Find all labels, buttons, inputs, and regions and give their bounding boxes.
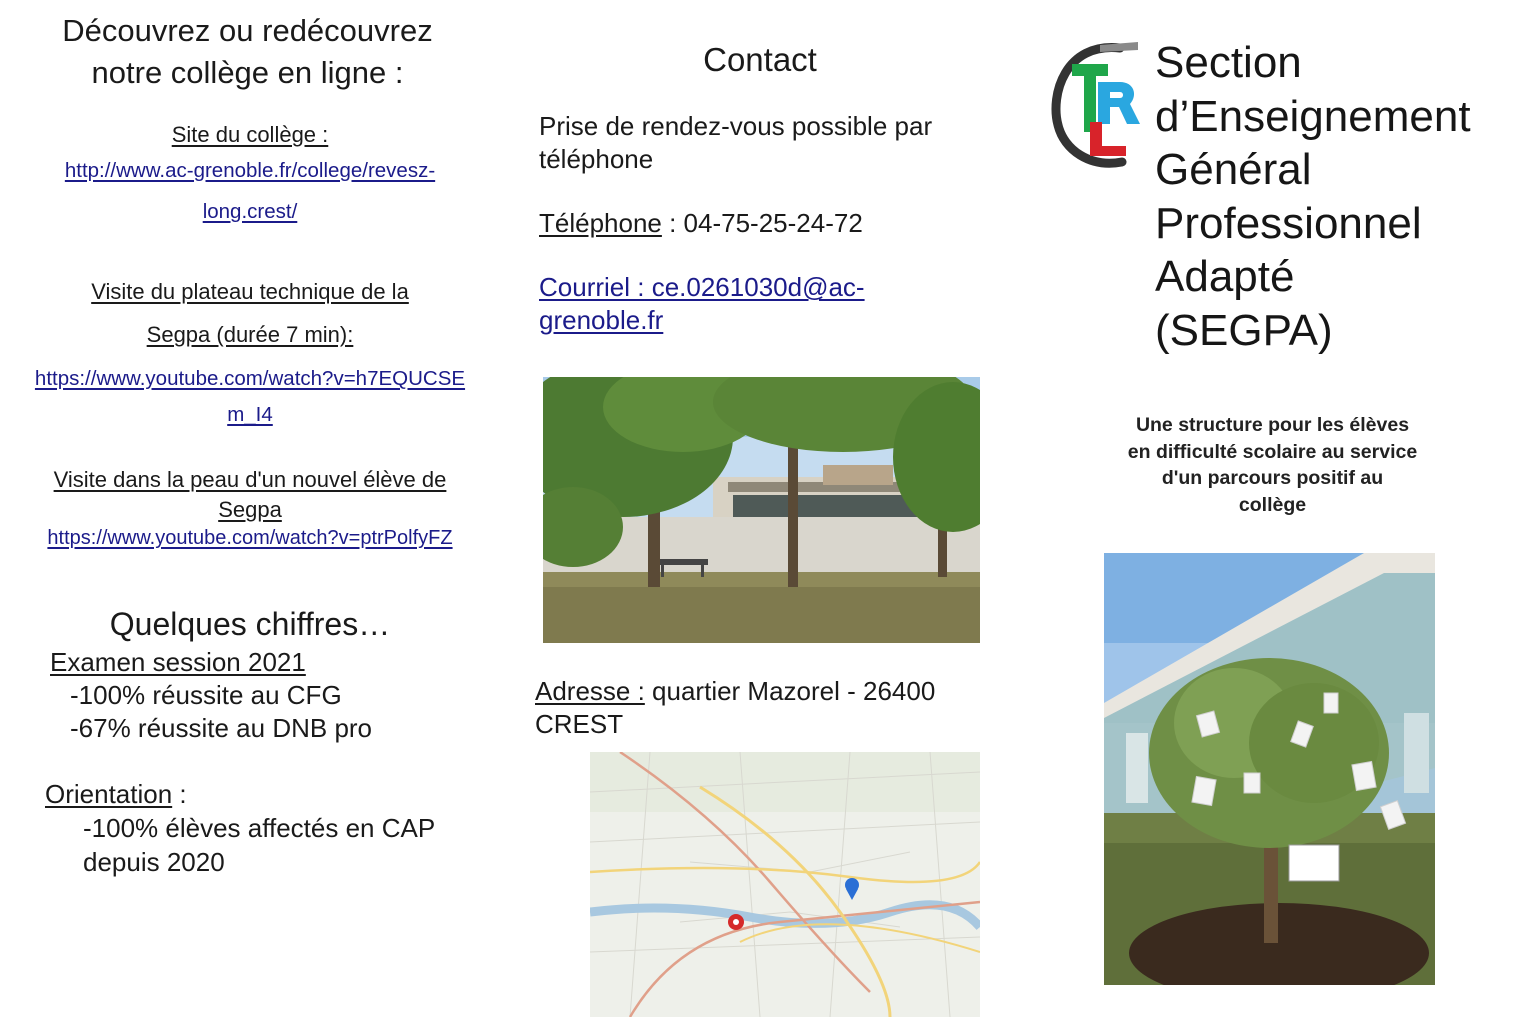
peau-label-line-1: Visite dans la peau d'un nouvel élève de [53, 467, 447, 492]
plateau-label-line-2: Segpa (durée 7 min): [146, 322, 354, 347]
site-block [10, 116, 490, 236]
address-value: quartier Mazorel - 26400 [644, 676, 936, 706]
peau-label-line-2: Segpa [218, 497, 282, 522]
orientation-line: depuis 2020 [83, 847, 225, 877]
plateau-url-line-2[interactable]: m_I4 [227, 403, 273, 426]
exam-item: -100% réussite au CFG [70, 680, 342, 710]
site-label: Site du collège : [171, 122, 329, 147]
email-label: Courriel : [539, 272, 645, 302]
contact-title: Contact [703, 41, 817, 78]
location-map [590, 752, 980, 1017]
segpa-title: Section d’Enseignement Général Professionnel Adapté (SEGPA) [1155, 38, 1471, 355]
college-logo [1050, 40, 1150, 170]
rdv-text: Prise de rendez-vous possible par téléphone [539, 111, 933, 174]
stats-title: Quelques chiffres… [109, 606, 391, 642]
plateau-block [10, 270, 490, 429]
orientation-line: -100% élèves affectés en CAP [83, 813, 436, 843]
exam-item: -67% réussite au DNB pro [70, 713, 373, 743]
phone-label: Téléphone [539, 208, 662, 238]
exam-heading: Examen session 2021 [50, 647, 306, 677]
phone-value: : 04-75-25-24-72 [661, 208, 863, 238]
email-link-line-2[interactable]: grenoble.fr [539, 305, 664, 335]
map-pin-red-icon [728, 914, 744, 930]
address-block [535, 675, 935, 741]
school-photo [543, 377, 980, 643]
email-link-line-1[interactable]: ce.0261030d@ac- [644, 272, 865, 302]
phone-line [539, 207, 863, 240]
tree-photo [1104, 553, 1435, 985]
peau-block [10, 465, 490, 551]
address-city: CREST [535, 709, 624, 739]
peau-url[interactable]: https://www.youtube.com/watch?v=ptrPolfyFZ [47, 527, 453, 549]
online-heading: Découvrez ou redécouvrez notre collège en ligne : [62, 13, 433, 90]
segpa-tagline: Une structure pour les élèves en difficulté scolaire au service d'un parcours positif au collège [1127, 414, 1418, 516]
plateau-url-line-1[interactable]: https://www.youtube.com/watch?v=h7EQUCSE [34, 367, 466, 390]
plateau-label-line-1: Visite du plateau technique de la [91, 279, 409, 304]
site-url-line-2[interactable]: long.crest/ [202, 200, 298, 223]
site-url-line-1[interactable]: http://www.ac-grenoble.fr/college/revesz- [64, 159, 436, 182]
orientation-heading: Orientation : [45, 779, 187, 809]
email-block [539, 271, 865, 337]
address-label: Adresse : [535, 676, 645, 706]
